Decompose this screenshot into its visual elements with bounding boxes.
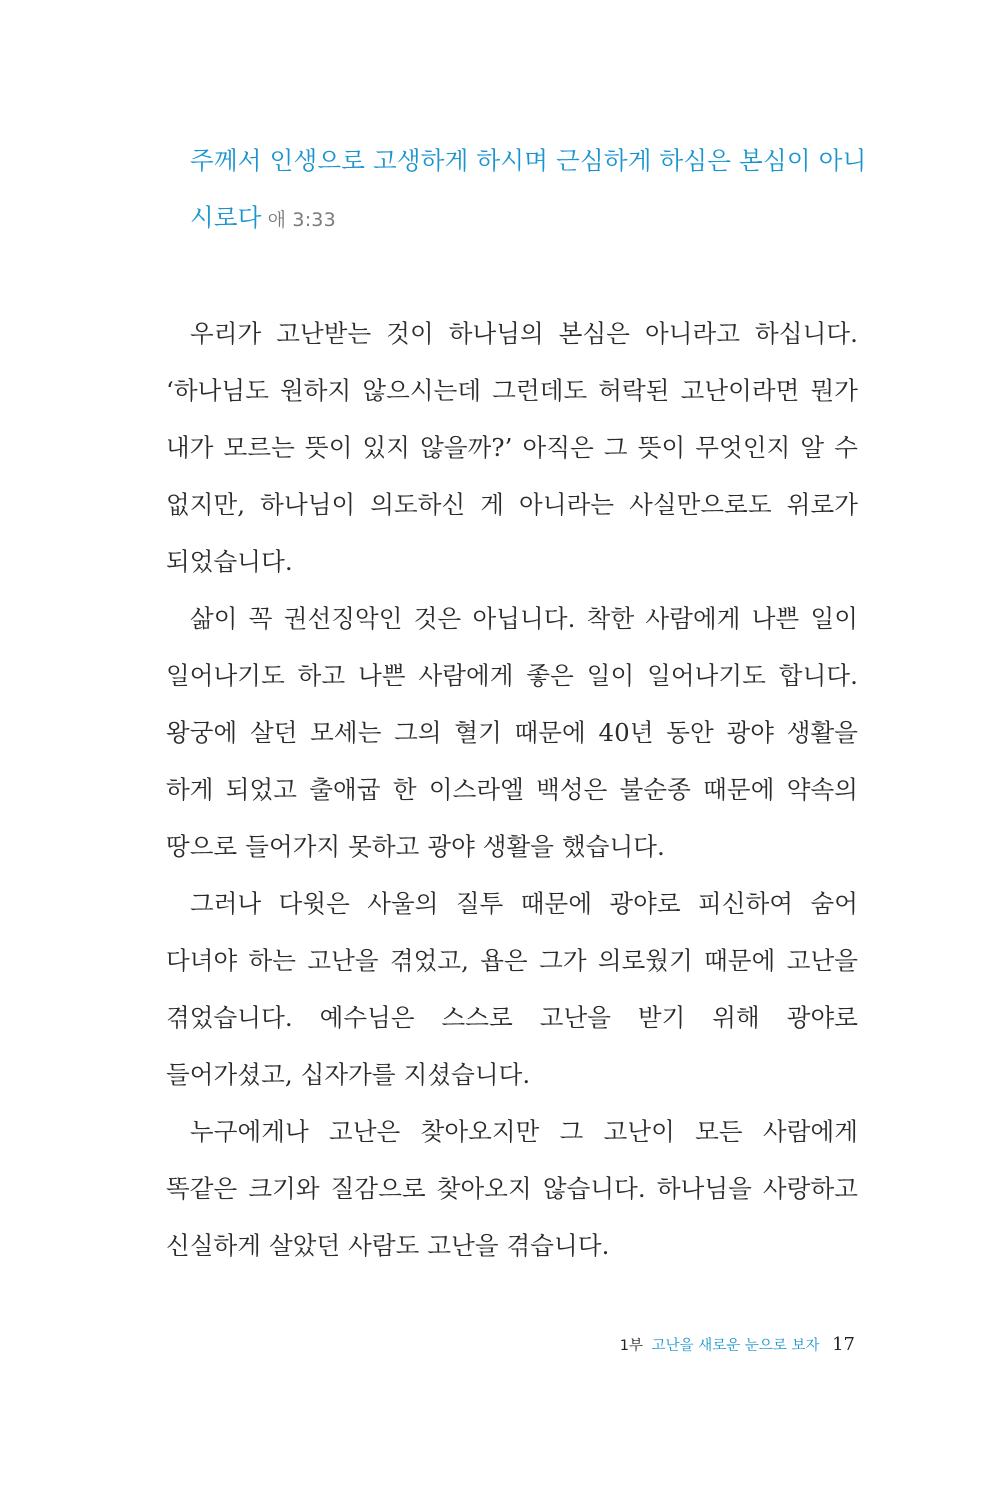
paragraph-4: 누구에게나 고난은 찾아오지만 그 고난이 모든 사람에게 똑같은 크기와 질감으로 찾아오지 않습니다. 하나님을 사랑하고 신실하게 살았던 사람도 고난을 겪습니다.: [166, 1117, 858, 1260]
footer-chapter-title: 고난을 새로운 눈으로 보자: [651, 1338, 820, 1354]
verse-text: 주께서 인생으로 고생하게 하시며 근심하게 하심은 본심이 아니시로다: [190, 146, 867, 232]
paragraph-1: 우리가 고난받는 것이 하나님의 본심은 아니라고 하십니다. ‘하나님도 원하지 않으시는데 그런데도 허락된 고난이라면 뭔가 내가 모르는 뜻이 있지 않을까?’ 아직은 그 뜻이 무엇인지 알 수 없지만, 하나님이 의도하신 게 아니라는 사실만으로도 위로가 되었습니다.: [166, 319, 858, 576]
paragraph-3: 그러나 다윗은 사울의 질투 때문에 광야로 피신하여 숨어 다녀야 하는 고난을 겪었고, 욥은 그가 의로웠기 때문에 고난을 겪었습니다. 예수님은 스스로 고난을 받기 위해 광야로 들어가셨고, 십자가를 지셨습니다.: [166, 889, 858, 1089]
paragraph-2: 삶이 꼭 권선징악인 것은 아닙니다. 착한 사람에게 나쁜 일이 일어나기도 하고 나쁜 사람에게 좋은 일이 일어나기도 합니다. 왕궁에 살던 모세는 그의 혈기 때문에 40년 동안 광야 생활을 하게 되었고 출애굽 한 이스라엘 백성은 불순종 때문에 약속의 땅으로 들어가지 못하고 광야 생활을 했습니다.: [166, 604, 858, 861]
page-footer: [620, 1334, 855, 1355]
body-text: [166, 305, 858, 1274]
footer-part-label: 1부: [619, 1338, 643, 1354]
scripture-verse: [190, 132, 870, 249]
verse-reference: 애 3:33: [267, 209, 336, 231]
page-number: 17: [832, 1334, 855, 1355]
